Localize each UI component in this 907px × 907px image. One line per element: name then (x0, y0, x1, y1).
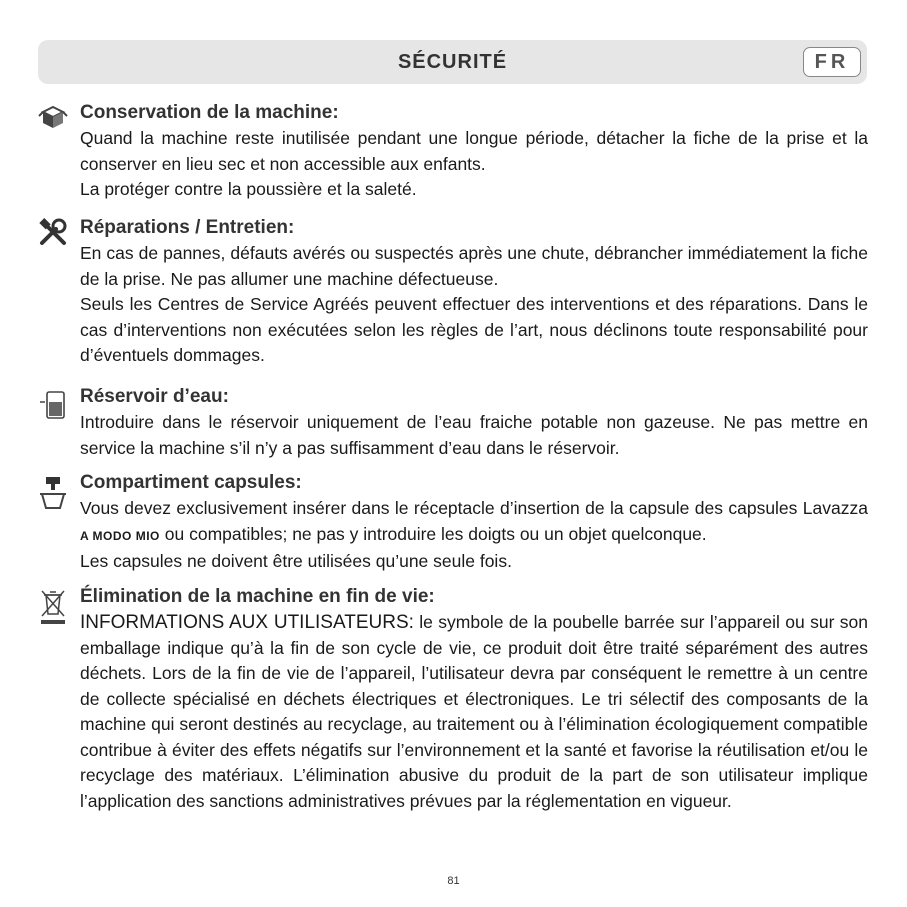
section-content (80, 470, 868, 575)
capsule-compartment-icon (38, 474, 68, 504)
language-badge: FR (803, 47, 861, 77)
paragraph (80, 496, 868, 549)
paragraph (80, 610, 868, 814)
section-title: Réparations / Entretien: (80, 217, 295, 238)
lead-text: INFORMATIONS AUX UTILISATEURS: (80, 612, 414, 633)
section-content (80, 100, 868, 203)
section-title: Réservoir d’eau: (80, 386, 229, 407)
paragraph: Quand la machine reste inutilisée pendant une longue période, détacher la fiche de la prise et la conserver en lieu sec et non accessible aux enfants. (80, 128, 868, 174)
brand-name: A MODO MIO (80, 528, 160, 543)
section-title: Conservation de la machine: (80, 102, 339, 123)
section-content (80, 215, 868, 369)
water-tank-icon (38, 390, 68, 420)
page-number: 81 (447, 875, 460, 887)
paragraph: Les capsules ne doivent être utilisées qu’une seule fois. (80, 551, 512, 571)
paragraph: En cas de pannes, défauts avérés ou suspectés après une chute, débrancher immédiatement la fiche de la prise. Ne pas allumer une machine défectueuse. (80, 243, 868, 289)
paragraph-text: le symbole de la poubelle barrée sur l’appareil ou sur son emballage indique qu’à la fin de son cycle de vie, ce produit doit être traité séparément des autres déchets. Lors de la fin de vie de l’appareil, l’utilisateur devra par conséquent le remettre à un centre de collecte spécialisé en déchets électriques et électroniques. Le tri sélectif des composants de la machine qui seront destinés au recyclage, au traitement ou à l’élimination écologiquement compatible contribue à éviter des effets négatifs sur l’environnement et la santé et favorise la réutilisation et/ou le recyclage des matériaux. L’élimination abusive du produit de la part de son utilisateur implique l’application des sanctions administratives prévues par la réglementation en vigueur. (80, 612, 868, 811)
page-title: SÉCURITÉ (397, 51, 508, 73)
paragraph: La protéger contre la poussière et la saleté. (80, 179, 417, 199)
header-bar (38, 40, 867, 84)
section-title: Compartiment capsules: (80, 472, 302, 493)
tools-icon (38, 217, 68, 247)
box-conservation-icon (38, 104, 68, 134)
section-title: Élimination de la machine en fin de vie: (80, 586, 435, 607)
paragraph-text: Vous devez exclusivement insérer dans le réceptacle d’insertion de la capsule des capsules Lavazza (80, 498, 868, 518)
paragraph: Introduire dans le réservoir uniquement de l’eau fraiche potable non gazeuse. Ne pas mettre en service la machine s’il n’y a pas suffisamment d’eau dans le réservoir. (80, 412, 868, 458)
paragraph: Seuls les Centres de Service Agréés peuvent effectuer des interventions et des réparations. Dans le cas d’interventions non exécutées selon les règles de l’art, nous déclinons toute responsabilité pour d’éventuels dommages. (80, 294, 868, 365)
crossed-bin-icon (38, 588, 68, 628)
section-content (80, 584, 868, 814)
section-content (80, 384, 868, 461)
paragraph-text: ou compatibles; ne pas y introduire les doigts ou un objet quelconque. (164, 523, 707, 544)
